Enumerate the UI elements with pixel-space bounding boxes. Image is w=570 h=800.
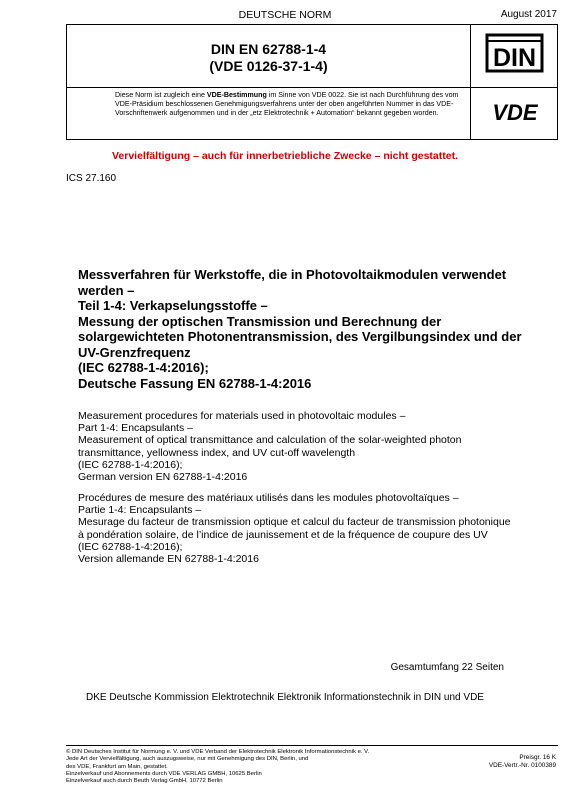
divider — [470, 25, 471, 139]
title-line: Measurement of optical transmittance and calculation of the solar-weighted photon — [78, 434, 462, 447]
title-line: Messverfahren für Werkstoffe, die in Photovoltaikmodulen verwendet — [78, 267, 507, 282]
footer-line: Einzelverkauf und Abonnements durch VDE VERLAG GMBH, 10625 Berlin — [66, 770, 262, 777]
title-line: Version allemande EN 62788-1-4:2016 — [78, 553, 259, 566]
title-line: Mesurage du facteur de transmission optique et calcul du facteur de transmission photonique — [78, 516, 511, 529]
title-line: Partie 1-4: Encapsulants – — [78, 504, 202, 517]
notice-rest: im Sinne von VDE 0022. Sie ist nach Durchführung des vom VDE-Präsidium beschlossenen Genehmigungsverfahrens unter der oben angeführten Nummer in das VDE-Vorschriftenwerk aufgenommen und in der „etz Elektrotechnik + Automation“ bekannt gegeben worden. — [115, 91, 459, 118]
title-line: à pondération solaire, de l’indice de jaunissement et de la fréquence de coupure des UV — [78, 528, 488, 541]
title-line: German version EN 62788-1-4:2016 — [78, 471, 248, 484]
title-line: Procédures de mesure des matériaux utilisés dans les modules photovoltaïques – — [78, 492, 459, 504]
vde-logo — [478, 100, 552, 124]
title-french — [78, 492, 518, 565]
footer-line: Einzelverkauf auch durch Beuth Verlag GmbH, 10772 Berlin — [66, 778, 223, 785]
publication-date: August 2017 — [500, 9, 557, 20]
din-logo-text: DIN — [492, 44, 537, 72]
vde-number: (VDE 0126-37-1-4) — [209, 58, 328, 74]
divider — [67, 87, 557, 88]
title-header-box — [66, 24, 558, 140]
title-line: UV-Grenzfrequenz — [78, 344, 191, 360]
publisher-line: DKE Deutsche Kommission Elektrotechnik Elektronik Informationstechnik in DIN und VDE — [86, 692, 484, 703]
title-line: werden – — [78, 282, 135, 298]
top-header — [0, 0, 570, 22]
title-line: Deutsche Fassung EN 62788-1-4:2016 — [78, 375, 312, 391]
norm-type-label: DEUTSCHE NORM — [238, 9, 332, 21]
title-line: Messung der optischen Transmission und Berechnung der — [78, 313, 442, 329]
standard-number: DIN EN 62788-1-4 — [210, 41, 327, 57]
title-line: (IEC 62788-1-4:2016); — [78, 540, 183, 553]
price-group: Preisgr. 16 K — [519, 754, 556, 761]
footer-line: Jede Art der Vervielfältigung, auch auszugsweise, nur mit Genehmigung des DIN, Berlin, und — [66, 756, 309, 763]
reproduction-notice: Vervielfältigung – auch für innerbetriebliche Zwecke – nicht gestattet. — [111, 150, 458, 162]
title-line: solargewichteten Photonentransmission, des Vergilbungsindex und der — [78, 329, 522, 344]
title-line: (IEC 62788-1-4:2016); — [78, 360, 209, 375]
title-line: Measurement procedures for materials used in photovoltaic modules – — [78, 410, 406, 422]
notice-prefix: Diese Norm ist zugleich eine — [115, 91, 207, 99]
footer-price-info — [489, 754, 556, 770]
footer-line: des VDE, Frankfurt am Main, gestattet. — [66, 763, 168, 770]
footer-line: © DIN Deutsches Institut für Normung e. V. und VDE Verband der Elektrotechnik Elektronik Informationstechnik e. V. — [66, 749, 370, 755]
notice-emphasis: VDE-Bestimmung — [206, 91, 267, 99]
vde-notice — [115, 91, 465, 119]
din-logo — [472, 31, 556, 77]
title-line: Part 1-4: Encapsulants – — [78, 422, 193, 435]
footer-copyright — [66, 749, 426, 785]
title-line: transmittance, yellowness index, and UV cut-off wavelength — [78, 446, 356, 459]
title-german — [78, 267, 522, 391]
title-english — [78, 410, 518, 483]
footer-divider — [66, 745, 558, 746]
vde-order-number: VDE-Vertr.-Nr. 0100389 — [488, 762, 556, 770]
vde-logo-text: VDE — [492, 100, 538, 124]
title-line: (IEC 62788-1-4:2016); — [78, 458, 183, 471]
ics-code: ICS 27.160 — [66, 173, 117, 184]
title-line: Teil 1-4: Verkapselungsstoffe – — [78, 298, 268, 313]
total-pages: Gesamtumfang 22 Seiten — [390, 662, 504, 673]
